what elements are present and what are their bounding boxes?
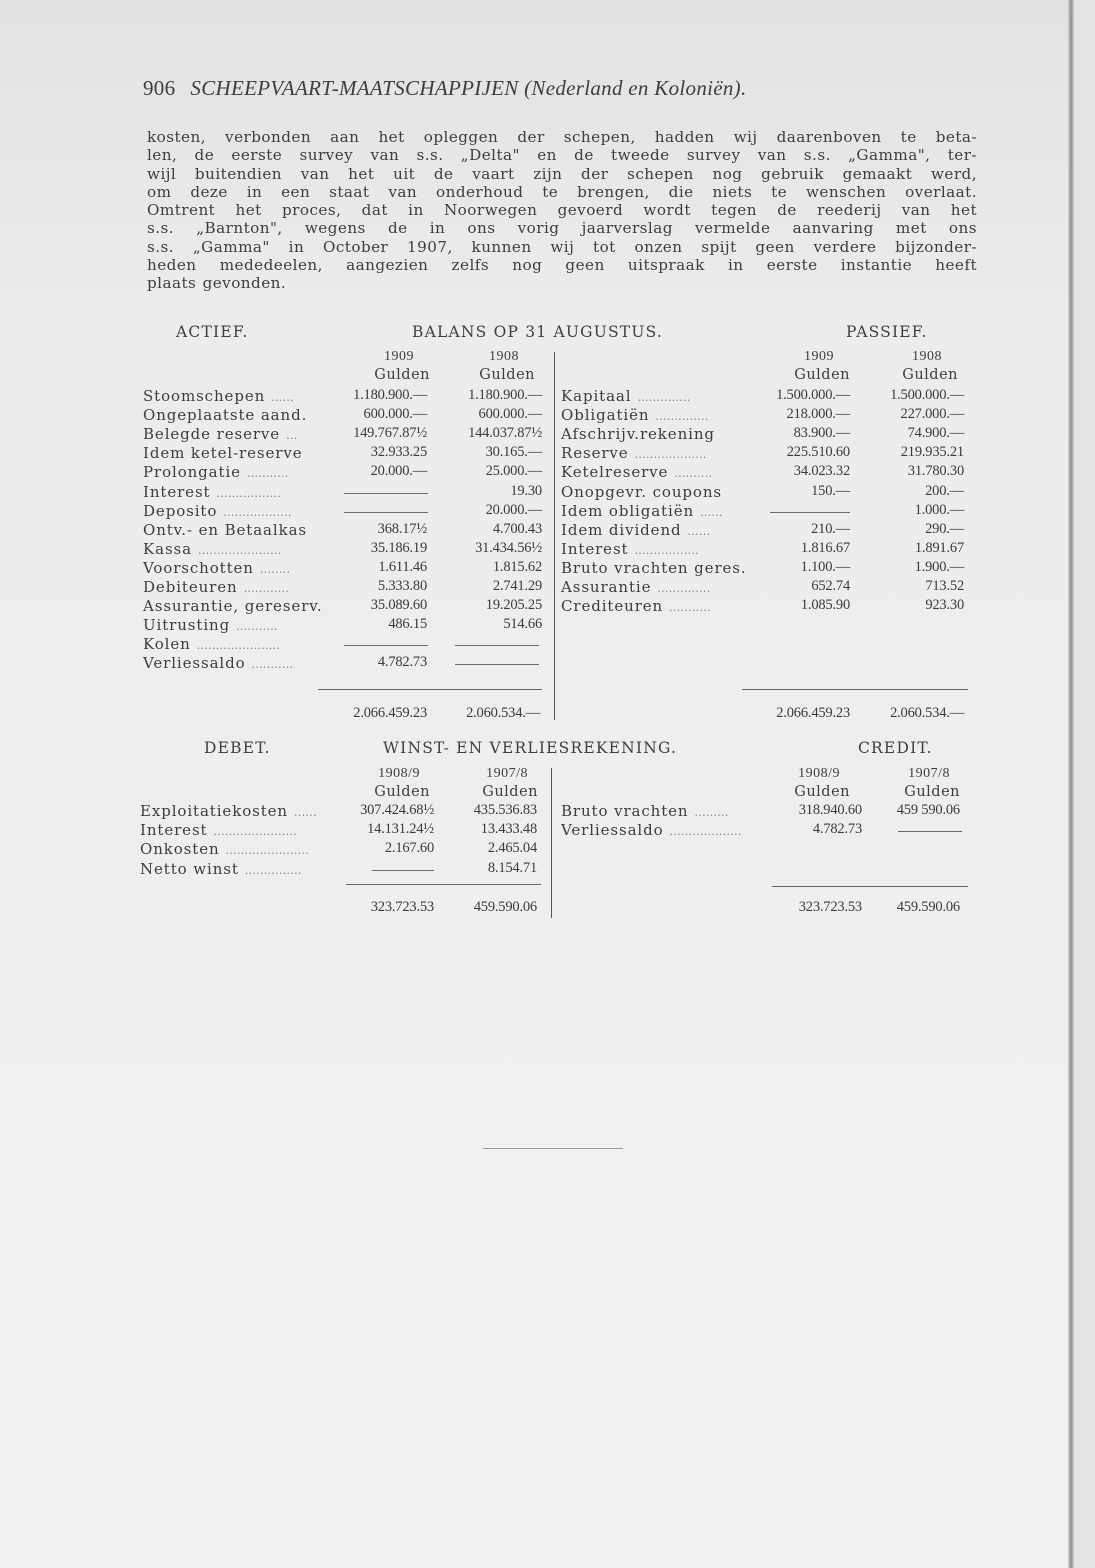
pl-center-divider <box>551 768 552 918</box>
row-value: 713.52 <box>925 578 964 594</box>
debet-title: DEBET. <box>204 739 271 757</box>
row-label-text: Debiteuren <box>143 578 238 596</box>
leader-dots: ................... <box>634 448 707 462</box>
leader-dots: .............. <box>655 410 709 424</box>
leader-dots: ...................... <box>198 543 282 557</box>
leader-dots: .................. <box>223 505 292 519</box>
empty-value-rule <box>455 645 539 646</box>
paragraph-line: s.s. „Barnton", wegens de in ons vorig jaarverslag vermelde aanvaring met ons <box>147 219 977 238</box>
passief-total-rule <box>742 689 968 690</box>
row-value: 600.000.— <box>478 406 542 423</box>
leader-dots: ... <box>286 429 298 443</box>
row-label <box>143 483 333 501</box>
row-label-text: Kapitaal <box>561 387 632 405</box>
row-value: 227.000.— <box>900 406 964 423</box>
row-label-text: Idem dividend <box>561 520 682 539</box>
credit-col-1-header: 1908/9 Gulden <box>794 766 850 800</box>
row-label <box>143 635 333 653</box>
leader-dots: ...... <box>271 391 294 404</box>
row-value: 31.434.56½ <box>475 539 542 556</box>
row-value: 600.000.— <box>363 406 427 423</box>
debet-total-1: 323.723.53 <box>370 899 434 915</box>
row-value: 25.000.— <box>485 463 542 480</box>
row-value: 290.— <box>925 520 964 537</box>
row-value: 923.30 <box>925 597 964 614</box>
row-label-text: Verliessaldo <box>561 821 664 840</box>
row-value: 144.037.87½ <box>468 425 542 442</box>
row-label-text: Exploitatiekosten <box>140 802 288 820</box>
row-value: 307.424.68½ <box>360 802 434 818</box>
row-label <box>561 502 766 520</box>
paragraph-line: Omtrent het proces, dat in Noorwegen gevoerd wordt tegen de reederij van het <box>147 201 977 220</box>
row-label-text: Belegde reserve <box>143 425 281 444</box>
leader-dots: ...... <box>700 505 723 519</box>
row-value: 1.000.— <box>914 501 964 518</box>
row-value: 149.767.87½ <box>353 425 427 442</box>
row-value: 19.205.25 <box>485 597 542 614</box>
paragraph-line: s.s. „Gamma" in October 1907, kunnen wij tot onzen spijt geen verdere bijzonder- <box>147 237 977 256</box>
page-edge <box>1074 0 1095 1568</box>
paragraph-line: plaats gevonden. <box>147 274 287 293</box>
credit-total-rule <box>772 886 968 887</box>
row-value: 5.333.80 <box>377 578 427 594</box>
row-value: 459 590.06 <box>896 802 960 818</box>
row-value: 1.085.90 <box>800 597 850 614</box>
row-value: 30.165.— <box>485 444 542 461</box>
row-value: 31.780.30 <box>907 463 964 480</box>
leader-dots: .......... <box>674 467 713 481</box>
leader-dots: ........... <box>236 620 278 634</box>
debet-col-1-header: 1908/9 Gulden <box>374 766 430 800</box>
paragraph-line: heden mededeelen, aangezien zelfs nog geen uitspraak in eerste instantie heeft <box>147 256 977 275</box>
leader-dots: ........... <box>246 467 289 481</box>
row-label-text: Kolen <box>143 635 191 654</box>
row-value: 35.089.60 <box>370 597 427 614</box>
leader-dots: ......... <box>694 806 729 819</box>
row-label-text: Interest <box>140 821 208 840</box>
row-label-text: Bruto vrachten geres. <box>561 558 747 577</box>
row-label-text: Obligatiën <box>561 406 650 425</box>
leader-dots: ........... <box>251 658 294 672</box>
actief-total-rule <box>318 689 542 690</box>
row-label-text: Reserve <box>561 444 629 463</box>
row-label-text: Stoomschepen <box>143 387 266 405</box>
leader-dots: ............ <box>243 582 290 595</box>
row-value: 8.154.71 <box>487 859 537 876</box>
row-value: 652.74 <box>811 578 850 594</box>
leader-dots: ...... <box>294 806 317 819</box>
row-value: 1.180.900.— <box>353 387 427 403</box>
row-label-text: Onopgevr. coupons <box>561 482 722 501</box>
paragraph-line: len, de eerste survey van s.s. „Delta" en de tweede survey van s.s. „Gamma", ter- <box>147 146 977 165</box>
balance-title: BALANS OP 31 AUGUSTUS. <box>412 323 664 341</box>
row-label-text: Prolongatie <box>143 463 241 482</box>
empty-value-rule <box>344 512 428 513</box>
row-value: 514.66 <box>503 616 542 633</box>
row-value: 218.000.— <box>786 406 850 423</box>
row-value: 1.500.000.— <box>890 387 964 403</box>
actief-col-1908-header: 1908 Gulden <box>479 349 535 383</box>
leader-dots: ........... <box>669 601 711 615</box>
row-value: 1.815.62 <box>492 558 542 575</box>
empty-value-rule <box>344 493 428 494</box>
row-value: 20.000.— <box>370 463 427 480</box>
row-value: 486.15 <box>388 616 427 633</box>
leader-dots: ............... <box>244 863 302 877</box>
passief-title: PASSIEF. <box>846 323 928 341</box>
row-value: 1.900.— <box>914 558 964 575</box>
leader-dots: .............. <box>637 391 691 404</box>
row-value: 74.900.— <box>907 425 964 442</box>
leader-dots: ...................... <box>225 844 310 858</box>
leader-dots: ........ <box>259 562 291 576</box>
paragraph-line: kosten, verbonden aan het opleggen der schepen, hadden wij daarenboven te beta- <box>147 128 977 146</box>
leader-dots: ................. <box>216 486 282 500</box>
debet-total-2: 459.590.06 <box>473 899 537 915</box>
actief-total-1908: 2.060.534.— <box>466 705 540 721</box>
row-value: 35.186.19 <box>370 539 427 556</box>
row-label <box>143 502 333 520</box>
row-label-text: Bruto vrachten <box>561 802 689 820</box>
row-label-text: Deposito <box>143 501 218 520</box>
actief-total-1909: 2.066.459.23 <box>353 705 427 721</box>
debet-col-2-header: 1907/8 Gulden <box>482 766 538 800</box>
credit-total-1: 323.723.53 <box>798 899 862 915</box>
row-value: 4.782.73 <box>812 821 862 838</box>
row-value: 13.433.48 <box>480 821 537 838</box>
row-label-text: Interest <box>143 482 211 501</box>
empty-value-rule <box>770 512 850 513</box>
row-value: 210.— <box>811 520 850 537</box>
page-header <box>143 76 747 101</box>
row-label-text: Verliessaldo <box>143 654 246 673</box>
row-label-text: Idem obligatiën <box>561 501 695 520</box>
row-label-text: Kassa <box>143 539 192 558</box>
row-value: 1.500.000.— <box>776 387 850 403</box>
body-paragraph <box>147 128 977 293</box>
row-value: 1.816.67 <box>800 539 850 556</box>
actief-col-1909-header: 1909 Gulden <box>374 349 430 383</box>
row-value: 1.180.900.— <box>468 387 542 403</box>
passief-col-1908-header: 1908 Gulden <box>902 349 958 383</box>
row-value: 2.167.60 <box>384 840 434 857</box>
passief-col-1909-header: 1909 Gulden <box>794 349 850 383</box>
running-title: SCHEEPVAART-MAATSCHAPPIJEN (Nederland en Koloniën). <box>190 76 747 100</box>
leader-dots: .............. <box>657 582 711 595</box>
leader-dots: ...................... <box>196 639 281 653</box>
row-label-text: Ontv.- en Betaalkas <box>143 520 308 539</box>
row-value: 14.131.24½ <box>367 821 434 838</box>
passief-total-1909: 2.066.459.23 <box>776 705 850 721</box>
leader-dots: ................... <box>669 825 742 839</box>
row-label-text: Crediteuren <box>561 597 664 616</box>
actief-title: ACTIEF. <box>176 323 249 341</box>
empty-value-rule <box>344 645 428 646</box>
leader-dots: ...... <box>687 524 711 538</box>
row-value: 200.— <box>925 482 964 499</box>
leader-dots: ...................... <box>213 825 297 839</box>
row-value: 83.900.— <box>793 425 850 442</box>
row-label-text: Onkosten <box>140 840 220 859</box>
paragraph-line: wijl buitendien van het uit de vaart zijn der schepen nog gebruik gemaakt werd, <box>147 164 977 183</box>
paragraph-line: om deze in een staat van onderhoud te brengen, die niets te wenschen overlaat. <box>147 182 977 201</box>
row-value: 2.741.29 <box>492 578 542 594</box>
row-label <box>140 860 362 878</box>
row-value: 435.536.83 <box>473 802 537 818</box>
empty-value-rule <box>455 664 539 665</box>
row-label-text: Assurantie <box>561 578 652 596</box>
page-number: 906 <box>143 76 176 100</box>
row-value: 1.611.46 <box>378 558 427 575</box>
row-value: 19.30 <box>510 482 542 499</box>
credit-title: CREDIT. <box>858 739 933 757</box>
leader-dots: ................. <box>634 543 700 557</box>
row-value: 225.510.60 <box>786 444 850 461</box>
row-label-text: Ongeplaatste aand. <box>143 406 308 425</box>
row-label-text: Uitrusting <box>143 616 231 635</box>
row-value: 318.940.60 <box>798 802 862 818</box>
row-label-text: Ketelreserve <box>561 463 669 482</box>
empty-value-rule <box>898 831 962 832</box>
row-value: 4.700.43 <box>492 520 542 537</box>
row-value: 4.782.73 <box>377 654 427 671</box>
debet-total-rule <box>346 884 541 885</box>
passief-total-1908: 2.060.534.— <box>890 705 964 721</box>
row-label-text: Voorschotten <box>143 558 254 577</box>
row-value: 1.100.— <box>800 558 850 575</box>
credit-col-2-header: 1907/8 Gulden <box>904 766 960 800</box>
row-value: 34.023.32 <box>793 463 850 480</box>
row-label-text: Interest <box>561 539 629 558</box>
center-divider <box>554 352 555 720</box>
row-label-text: Idem ketel-reserve <box>143 444 303 463</box>
row-value: 219.935.21 <box>900 444 964 461</box>
credit-total-2: 459.590.06 <box>896 899 960 915</box>
row-label-text: Afschrijv.rekening <box>561 425 715 444</box>
row-label-text: Netto winst <box>140 859 239 878</box>
row-value: 20.000.— <box>485 501 542 518</box>
row-value: 1.891.67 <box>914 539 964 556</box>
row-value: 2.465.04 <box>487 840 537 857</box>
end-rule <box>483 1148 623 1149</box>
row-value: 368.17½ <box>377 520 427 537</box>
row-value: 150.— <box>811 482 850 499</box>
pl-title: WINST- EN VERLIESREKENING. <box>383 739 678 757</box>
row-value: 32.933.25 <box>370 444 427 461</box>
row-label-text: Assurantie, gereserv. <box>143 597 323 616</box>
